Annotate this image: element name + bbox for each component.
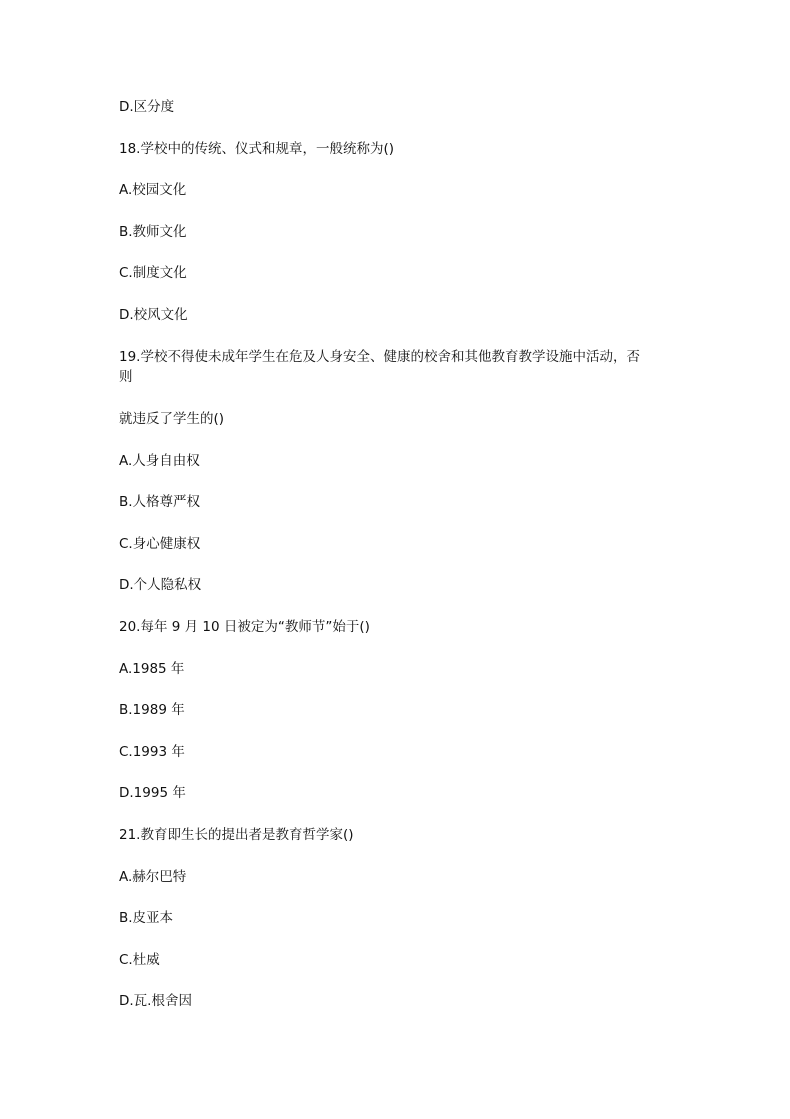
question-19-line-2: 则 bbox=[119, 369, 133, 385]
option-19-b: B.人格尊严权 bbox=[119, 494, 201, 510]
question-20: 20.每年 9 月 10 日被定为“教师节”始于() bbox=[119, 619, 370, 635]
option-17-d: D.区分度 bbox=[119, 99, 175, 115]
option-18-a: A.校园文化 bbox=[119, 182, 187, 198]
option-18-d: D.校风文化 bbox=[119, 307, 188, 323]
question-18: 18.学校中的传统、仪式和规章，一般统称为() bbox=[119, 141, 395, 157]
option-20-b: B.1989 年 bbox=[119, 702, 185, 718]
question-19-line-3: 就违反了学生的() bbox=[119, 411, 225, 427]
option-20-a: A.1985 年 bbox=[119, 661, 185, 677]
option-21-b: B.皮亚本 bbox=[119, 910, 174, 926]
option-21-d: D.瓦.根舍因 bbox=[119, 993, 192, 1009]
option-18-b: B.教师文化 bbox=[119, 224, 187, 240]
option-19-c: C.身心健康权 bbox=[119, 536, 201, 552]
option-20-c: C.1993 年 bbox=[119, 744, 185, 760]
option-20-d: D.1995 年 bbox=[119, 785, 186, 801]
question-19-line-1: 19.学校不得使未成年学生在危及人身安全、健康的校舍和其他教育教学设施中活动，否 bbox=[119, 349, 640, 365]
option-21-c: C.杜威 bbox=[119, 952, 160, 968]
question-21: 21.教育即生长的提出者是教育哲学家() bbox=[119, 827, 354, 843]
option-19-d: D.个人隐私权 bbox=[119, 577, 202, 593]
option-18-c: C.制度文化 bbox=[119, 265, 187, 281]
option-21-a: A.赫尔巴特 bbox=[119, 869, 187, 885]
option-19-a: A.人身自由权 bbox=[119, 453, 200, 469]
